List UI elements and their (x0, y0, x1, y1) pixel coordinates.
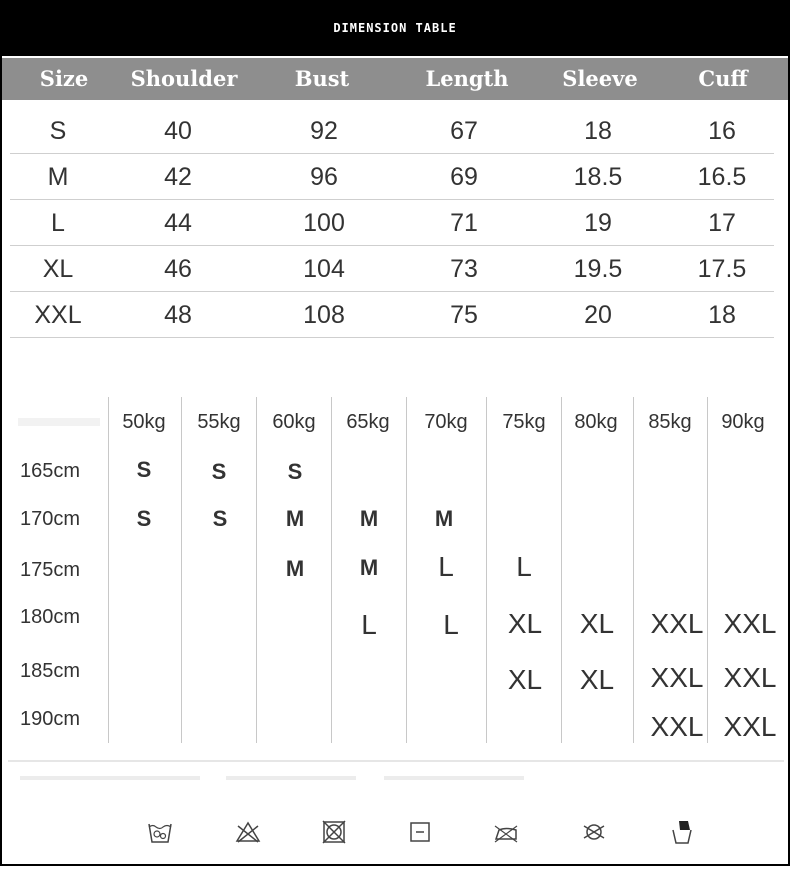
weight-header: 50kg (122, 411, 166, 433)
hand-wash-icon (146, 818, 174, 846)
cell-length: 71 (450, 209, 478, 237)
size-cell: XXL (650, 608, 704, 639)
cell-length: 75 (450, 301, 478, 329)
line-dry-icon (406, 818, 434, 846)
weight-header: 75kg (502, 411, 546, 433)
cell-length: 67 (450, 117, 478, 145)
column-divider (486, 397, 487, 743)
column-divider (181, 397, 182, 743)
hand-wash-only-icon (668, 818, 696, 846)
cell-cuff: 16.5 (697, 163, 747, 191)
weight-header: 60kg (272, 411, 316, 433)
size-cell: S (212, 506, 228, 531)
cell-cuff: 16 (708, 117, 736, 145)
height-label: 185cm (20, 660, 81, 682)
size-cell: S (211, 459, 227, 484)
do-not-tumble-dry-icon (320, 818, 348, 846)
cell-shoulder: 44 (164, 209, 192, 237)
cell-shoulder: 48 (164, 301, 192, 329)
header-sleeve: Sleeve (562, 66, 638, 91)
weight-header: 85kg (648, 411, 692, 433)
faded-note (20, 776, 200, 780)
cell-shoulder: 42 (164, 163, 192, 191)
faded-note (226, 776, 356, 780)
cell-size: S (49, 117, 67, 145)
cell-length: 73 (450, 255, 478, 283)
cell-bust: 100 (303, 209, 345, 237)
size-cell: S (136, 457, 152, 482)
size-cell: XXL (723, 662, 777, 693)
size-cell: XL (579, 664, 615, 695)
cell-sleeve: 19 (584, 209, 612, 237)
header-length: Length (425, 66, 509, 91)
cell-sleeve: 20 (584, 301, 612, 329)
height-label: 190cm (20, 708, 81, 730)
size-cell: XL (579, 608, 615, 639)
size-cell: M (434, 506, 454, 531)
size-cell: XXL (723, 711, 777, 742)
table-row (10, 291, 774, 338)
column-divider (108, 397, 109, 743)
size-cell: XXL (650, 711, 704, 742)
size-cell: L (361, 609, 377, 640)
size-cell: L (516, 551, 532, 582)
height-label: 180cm (20, 606, 81, 628)
table-row (10, 153, 774, 200)
weight-header: 90kg (721, 411, 765, 433)
height-label: 165cm (20, 460, 81, 482)
iron-low-icon (492, 818, 520, 846)
column-divider (256, 397, 257, 743)
cell-sleeve: 19.5 (573, 255, 623, 283)
divider (8, 760, 784, 762)
table-row (10, 245, 774, 292)
height-label: 175cm (20, 559, 81, 581)
header-bust: Bust (294, 66, 350, 91)
cell-shoulder: 46 (164, 255, 192, 283)
weight-header: 65kg (346, 411, 390, 433)
weight-header: 70kg (424, 411, 468, 433)
title-bar (0, 0, 790, 56)
cell-cuff: 17 (708, 209, 736, 237)
cell-size: XXL (34, 301, 82, 329)
weight-header: 80kg (574, 411, 618, 433)
cell-sleeve: 18 (584, 117, 612, 145)
cell-bust: 92 (310, 117, 338, 145)
cell-shoulder: 40 (164, 117, 192, 145)
cell-size: M (47, 163, 69, 191)
size-table-header (2, 58, 788, 100)
do-not-bleach-icon (234, 818, 262, 846)
header-cuff: Cuff (698, 66, 748, 91)
page-title: DIMENSION TABLE (333, 21, 457, 35)
size-cell: S (287, 459, 303, 484)
cell-length: 69 (450, 163, 478, 191)
size-cell: L (438, 551, 454, 582)
cell-bust: 104 (303, 255, 345, 283)
column-divider (633, 397, 634, 743)
header-shoulder: Shoulder (130, 66, 238, 91)
size-cell: XL (507, 608, 543, 639)
size-cell: M (359, 555, 379, 580)
faded-note (384, 776, 524, 780)
weight-header: 55kg (197, 411, 241, 433)
size-cell: XL (507, 664, 543, 695)
column-divider (331, 397, 332, 743)
corner-label (18, 418, 100, 426)
cell-cuff: 18 (708, 301, 736, 329)
table-row (10, 199, 774, 246)
header-size: Size (39, 66, 89, 91)
size-cell: M (359, 506, 379, 531)
size-cell: S (136, 506, 152, 531)
cell-sleeve: 18.5 (573, 163, 623, 191)
cell-bust: 108 (303, 301, 345, 329)
size-cell: M (285, 556, 305, 581)
size-cell: M (285, 506, 305, 531)
column-divider (406, 397, 407, 743)
height-label: 170cm (20, 508, 81, 530)
cell-size: L (51, 209, 65, 237)
size-cell: XXL (723, 608, 777, 639)
table-row (10, 107, 774, 154)
size-cell: XXL (650, 662, 704, 693)
size-cell: L (443, 609, 459, 640)
cell-cuff: 17.5 (697, 255, 747, 283)
do-not-dry-clean-icon (580, 818, 608, 846)
cell-size: XL (42, 255, 74, 283)
cell-bust: 96 (310, 163, 338, 191)
